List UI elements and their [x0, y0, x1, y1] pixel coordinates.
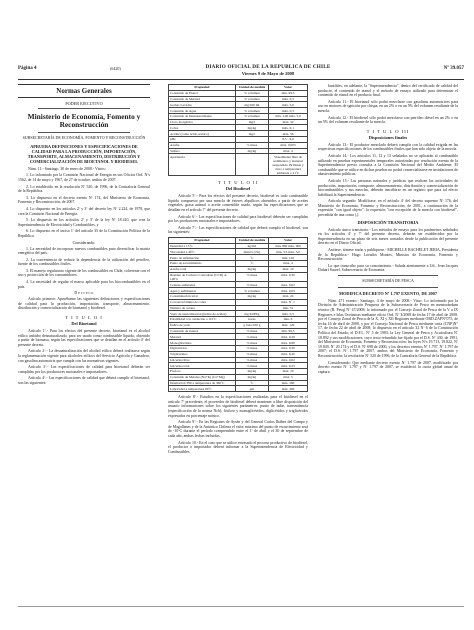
table-cell: Diglicéridos [169, 345, 236, 351]
table-cell: kg/m3 [235, 243, 268, 249]
article-paragraph: Artículo 9º.- En las Regiones de Aysén y del General Carlos Ibáñez del Campo y de Magallanes y de la Antártica Chilena el valor máximo del punto de escurrimiento será de -10ºC durante el período comprendido entre el 1º de abril y el 30 de septiembre de cada año, ambas fechas incluidas. [168, 420, 308, 438]
ministry-title: Ministerio de Economía, Fomento y Reconstrucción [27, 112, 141, 129]
footer-divider [18, 606, 464, 607]
table-cell: Contenido de Agua [169, 108, 236, 114]
table-cell: Cloro inorgánico [169, 119, 236, 125]
visto-item: 1. Lo informado por la Comisión Nacional de Energía en sus Oficios Ord. Nºs 1562, de 14 de mayo y 1967, de 27 de octubre, ambos de 2007. [18, 173, 150, 182]
bioetanol-spec-table [168, 84, 308, 176]
table-cell: Contenido de Desnaturalizante [169, 113, 236, 119]
table-cell: % volumen [235, 113, 268, 119]
articles-list [318, 143, 458, 218]
header-divider [18, 79, 464, 80]
table-cell: mín. 6 [269, 317, 308, 323]
considerando-item: 3. El manejo regulatorio vigente de los combustibles en Chile, coherente con el uso y protección de los consumidores. [18, 268, 150, 278]
table-cell: Índice de yodo [169, 322, 236, 328]
table-cell: mg/kg [235, 293, 268, 299]
table-cell: máx. 360 [269, 380, 308, 386]
divider [38, 132, 130, 133]
visto-item: 2. Lo establecido en la resolución Nº 520, de 1996, de la Contraloría General de la República. [18, 184, 150, 194]
table-cell: Densidad a 15ºC [169, 243, 236, 249]
table-cell: Punto de inflamación [169, 255, 236, 261]
table-cell: máx. 24 [269, 293, 308, 299]
subsecretaria-title: SUBSECRETARÍA DE PESCA [362, 278, 414, 283]
decreto-label: D e c r e t o: [74, 291, 94, 296]
divider [338, 287, 438, 288]
table-cell: % volumen [235, 288, 268, 294]
articles-list [18, 329, 150, 386]
table-cell: mg/100 ml [235, 102, 268, 108]
table-cell: 6,5 - 9,0 [269, 137, 308, 143]
considerando-item: 4. La necesidad de regular el marco aplicable para los biocombustibles en el país. [18, 280, 150, 289]
column-header: Valor [269, 237, 308, 243]
biodiesel-spec-table [168, 237, 308, 392]
article-paragraph: Artículo 2º.- La desnaturalización del alcohol etílico deberá realizarse según la reglamentación vigente para alcoholes etílicos del Servicio Agrícola y Ganadero, con gasolina automotriz que cumpla con las normativas vigentes. [18, 349, 150, 363]
gazette-masthead [168, 64, 368, 76]
table-cell: pHe [169, 137, 236, 143]
table-cell: máx. 0,5 [269, 311, 308, 317]
article-paragraph: Artículo 1º.- Para los efectos del presente decreto, bioetanol es el alcohol etílico anhidro desnaturalizado, para ser usado como combustible líquido, obtenido a partir de biomasa, según las especificaciones que se detallan en el artículo 4º del presente decreto. [18, 329, 150, 347]
decree-title: APRUEBA DEFINICIONES Y ESPECIFICACIONES DE CALIDAD PARA LA PRODUCCIÓN, IMPORTACIÓN, TRANSPORTE, ALMACENAMIENTO, DISTRIBUCIÓN Y COMERCIALIZACIÓN DE BIOETANOL Y BIODIESEL [27, 143, 141, 164]
table-cell: mg/l [235, 131, 268, 137]
titulo-subheading: Disposiciones finales [368, 134, 408, 140]
table-cell: máx. 120 [269, 322, 308, 328]
table-cell: máx. 5,0 [269, 102, 308, 108]
table-row [169, 386, 308, 392]
titulo-subheading: Del Biodiesel [225, 186, 251, 192]
table-cell: máx. 0,20 [269, 334, 308, 340]
table-cell: Número de cetano [169, 305, 236, 311]
table-cell: mín. 99,5 [269, 90, 308, 96]
table-cell: Contenido de Etanol [169, 90, 236, 96]
table-cell: máx. 0,25 [269, 363, 308, 369]
table-cell: máx. 10 [269, 369, 308, 375]
table-cell: mín. 96,5 [269, 328, 308, 334]
table-cell: máx. 460 [269, 386, 308, 392]
table-cell: máx. 0,20 [269, 351, 308, 357]
table-cell: ºC [235, 380, 268, 386]
table-cell: Estabilidad a la oxidación a 110ºC [169, 317, 236, 323]
table-cell: % masa [235, 363, 268, 369]
table-cell: mg/kg [235, 148, 268, 154]
table-cell: mg/l [235, 119, 268, 125]
table-cell: Visualmente libre de sedimentos y material suspendido. Brillante y claro a temperatura ambiente o 21ºC [269, 154, 308, 176]
table-cell: Gomas Lavadas [169, 102, 236, 108]
table-cell: Punto de escurrimiento [169, 261, 236, 267]
article-paragraph: Artículo único transitorio.- Los métodos de ensayo para los parámetros señalados en los artículos 4º y 7º del presente decreto, deberán ser establecidos por la Superintendencia en un plazo de seis meses contados desde la publicación del presente decreto en el Diario Oficial. [318, 227, 458, 246]
table-cell: Acidez (como ácido acético) [169, 131, 236, 137]
table-cell: Viscosidad a 40ºC [169, 249, 236, 255]
table-cell [235, 154, 268, 176]
table-cell: Contenido de Metales (Na+K) (Ca+Mg) [169, 374, 236, 380]
table-cell: Cobre [169, 125, 236, 131]
visto-item: 3. Lo dispuesto en el decreto exento Nº 174, del Ministerio de Economía, Fomento y Reconstrucción, de 2007. [18, 195, 150, 205]
table-cell: Contaminación total [169, 293, 236, 299]
table-cell: horas [235, 317, 268, 323]
table-cell: ºC [235, 261, 268, 267]
article-paragraph: Artículo 13.- El productor mezclado deberá cumplir con la calidad exigida en las respectivas especificaciones de los combustibles fósiles que han sido objeto de la mezcla. [318, 142, 458, 152]
visto-item: 6. Lo dispuesto en el inciso 1º del artículo 35 de la Constitución Política de la República. [18, 229, 150, 238]
table-cell: % volumen [235, 90, 268, 96]
section-box-title: Normas Generales [18, 84, 150, 98]
considerando-label: Considerando: [72, 240, 96, 245]
table-cell: máx. 0,1 [269, 125, 308, 131]
table-cell: % masa [235, 334, 268, 340]
table-cell: mm2/s (cSt) [235, 249, 268, 255]
table-cell: máx. 0,02 [269, 282, 308, 288]
table-cell: g iodo/100 g [235, 322, 268, 328]
article-paragraph: Artículo 12.- El biodiesel sólo podrá mezclarse con petróleo diésel en un 2% o en un 5% del volumen resultante de la mezcla. [318, 115, 458, 125]
table-cell: % masa [235, 351, 268, 357]
titulo-heading: T I T U L O I [65, 315, 103, 321]
table-cell: máx. 4 [269, 261, 308, 267]
table-cell: máx. 0,80 [269, 340, 308, 346]
column-left [18, 84, 150, 604]
visto-item: 5. Lo dispuesto en los artículos 2º y 3º de la ley Nº 18.410, que crea la Superintendencia de Electricidad y Combustibles, y [18, 218, 150, 227]
divider [338, 275, 438, 276]
articles-list [318, 228, 458, 273]
article-paragraph: Artículo 5º.- Para los efectos del presente decreto, biodiesel es todo combustible líquido compuesto por una mezcla de ésteres alquílicos obtenidos a partir de aceites vegetales, grasa animal o aceite comestible usado, según las especificaciones que se detallan en el artículo 7º del presente decreto. [168, 194, 308, 212]
table-cell: ºC [235, 255, 268, 261]
table-cell: mg/kg [235, 374, 268, 380]
articles-list [168, 194, 308, 235]
table-cell: máx. 0,3 [269, 108, 308, 114]
table-cell: % masa [235, 142, 268, 148]
table-cell: Glicerina total [169, 363, 236, 369]
decree-intro: Núm. 11.- Santiago, 30 de enero de 2008.- Vistos: [28, 166, 106, 171]
issue-number: Nº 39.057 [443, 66, 464, 71]
table-cell: % masa [235, 328, 268, 334]
column-header: Propiedad [169, 237, 236, 243]
column-header: Unidad de medida [235, 85, 268, 91]
table-cell: % masa [235, 357, 268, 363]
table-cell: Sulfato [169, 148, 236, 154]
articles-list [168, 395, 308, 454]
table-cell: μm [235, 386, 268, 392]
table-cell: máx. 0,20 [269, 345, 308, 351]
considerando-item: 2. La conveniencia de reducir la dependencia de la utilización del petróleo, fuente de los combustibles fósiles. [18, 257, 150, 267]
table-cell: máx. 10 [269, 266, 308, 272]
visto-item: 4. Lo dispuesto en los artículos 2º y 3º del decreto ley Nº 2.224, de 1978, que crea la Comisión Nacional de Energía. [18, 206, 150, 216]
considerando-item: 1. La necesidad de incorporar nuevos combustibles para diversificar la matriz energética del país. [18, 246, 150, 256]
articulo-primero: Artículo primero: Apruébanse las siguientes definiciones y especificaciones de calidad para la producción, importación, transporte, almacenamiento, distribución y comercialización de bioetanol y biodiesel. [18, 297, 150, 311]
table-cell: mín. 1,96 máx. 5,0 [269, 113, 308, 119]
titulo-subheading: Del Bioetanol [71, 321, 97, 327]
table-cell: Cenizas sulfatadas [169, 282, 236, 288]
transitory-title: DISPOSICIÓN TRANSITORIA [357, 219, 419, 225]
table-cell: Corrosión lámina de cobre [169, 299, 236, 305]
table-row [169, 272, 308, 282]
table-cell: Contenido de ésteres [169, 328, 236, 334]
article-paragraph: Anótese, tómese razón y publíquese.- MICHELLE BACHELET JERIA, Presidenta de la República.- Hugo Lavados Montes, Ministro de Economía, Fomento y Reconstrucción. [318, 248, 458, 262]
table-row [169, 154, 308, 176]
article-paragraph: Artículo 6º.- Las especificaciones de calidad para biodiesel deberán ser cumplidas por los productores nacionales e importadores. [168, 214, 308, 224]
page-header [18, 64, 464, 80]
page-number: Página 4 [18, 66, 37, 71]
table-cell: Azufre total [169, 266, 236, 272]
table-cell: mg/kg [235, 125, 268, 131]
column-header: Propiedad [169, 85, 236, 91]
table-cell: mg KOH/g [235, 311, 268, 317]
table-cell: Apariencia [169, 154, 236, 176]
column-middle [168, 84, 308, 604]
table-cell: % masa [235, 282, 268, 288]
table-cell: máx. Nº 1 [269, 299, 308, 305]
table-cell: Monoglicéridos [169, 340, 236, 346]
column-header: Valor [269, 85, 308, 91]
column-header: Unidad de medida [235, 237, 268, 243]
table-cell: mín. 3,5 máx. 5,0 [269, 249, 308, 255]
table-cell: máx. 0,30 [269, 272, 308, 282]
modification-title: MODIFICA DECRETO Nº 1.797 EXENTO, DE 2007 [339, 290, 437, 296]
date-code: (6420) [110, 66, 121, 71]
article-paragraph: Artículo segundo: Modifícase, en el artículo 4º del decreto supremo Nº 176, del Ministerio de Economía, Fomento y Reconstrucción, de 2001, a continuación de la expresión "con igual objeto", la expresión "con excepción de la mezcla con biodiesel", precedida de una coma (,). [318, 199, 458, 218]
article-paragraph: Artículo 10.- En el caso que se utilice envasado el proceso productivo de biodiesel, el productor o importador deberá informar a la Superintendencia de Electricidad y Combustibles. [168, 440, 308, 454]
article-paragraph: Artículo 11.- El bioetanol sólo podrá mezclarse con gasolinas automotrices para uso en motores de ignición por chispa, en un 2% o en un 5% del volumen resultante de la mezcla. [318, 99, 458, 113]
article-paragraph: bustibles, en adelante, la "Superintendencia", dentro del certificado de calidad del producto, el contenido de etanol y el método de ensayo utilizado para determinar el contenido de etanol en el producto final. [318, 84, 458, 98]
table-cell: % volumen [235, 108, 268, 114]
article-paragraph: Lo que transcribo para su conocimiento.- Saluda atentamente a Ud., Jean Jacques Duhart Saurel, Subsecretario de Economía. [318, 263, 458, 273]
table-cell: Valor de neutralización (índice de acidez) [169, 311, 236, 317]
article-paragraph: Artículo 7º.- Las especificaciones de calidad que deberá cumplir el biodiesel, son las siguientes: [168, 225, 308, 235]
table-cell: máx. 0,003 [269, 142, 308, 148]
power-section: PODER EJECUTIVO [65, 101, 103, 106]
column-right [318, 84, 458, 604]
table-cell: % masa [235, 340, 268, 346]
table-cell: máx. 0,05 [269, 288, 308, 294]
article-paragraph: Núm. 471 exento.- Santiago, 4 de mayo de 2008.- Visto: Lo informado por la División de Administración Pesquera de la Subsecretaría de Pesca en memorándum técnico (R. Pesq) Nº 47/2008; lo informado por el Consejo Zonal de Pesca de la V a IX Regiones e Islas Oceánicas mediante oficio Ord. Nº 3/2008 de fecha 17 de abril de 2008, por el Consejo Zonal de Pesca de la X, XI y XII Regiones mediante ORD.ZAPN°075, de fecha 16 de abril de 2008, y por el Consejo Nacional de Pesca mediante carta (CNP)N° 17, de fecha 22 de abril de 2008; lo dispuesto en el artículo 32 Nº 6 de la Constitución Política del Estado; el D.F.L. Nº 5 de 1983; la Ley General de Pesca y Acuicultura Nº 18.892 y sus modificaciones, cuyo texto refundido fue fijado por el D.S. Nº 430, de 1991, del Ministerio de Economía, Fomento y Reconstrucción; las leyes Nºs 19.713, 19.822, Nº 19.849, Nº 20.174 y el D.S. Nº 698 de 2000, y los decretos exentos Nº 1.797, Nº 1.797 de 2007; el D.S. Nº 1.797 de 2007, ambos del Ministerio de Economía, Fomento y Reconstrucción; la resolución Nº 520 de 1996, de la Contraloría General de la República. [318, 298, 458, 358]
article-paragraph: Artículo 3º.- Las especificaciones de calidad para bioetanol deberán ser cumplidas por los productores nacionales e importadores. [18, 365, 150, 374]
table-cell: Glicerina libre [169, 357, 236, 363]
divider [38, 108, 130, 109]
gazette-title: DIARIO OFICIAL DE LA REPUBLICA DE CHILE [205, 64, 331, 70]
table-cell: Destilación T90 a temperatura de 360ºC [169, 380, 236, 386]
articles-list [318, 299, 458, 375]
table-cell: mín. 51 [269, 305, 308, 311]
titulo-heading: T I T U L O II [217, 180, 259, 186]
table-cell: Metanol [169, 334, 236, 340]
subsecretaria-title: SUBSECRETARÍA DE ECONOMÍA, FOMENTO Y RECONSTRUCCIÓN [22, 135, 146, 140]
table-cell: Azufre [169, 142, 236, 148]
table-cell: mg/kg [235, 369, 268, 375]
table-cell: Fósforo [169, 369, 236, 375]
articles-list [318, 84, 458, 125]
table-cell: Triglicéridos [169, 351, 236, 357]
gazette-date: Viernes 9 de Mayo de 2008 [241, 71, 295, 76]
table-cell: Contenido de Metanol [169, 96, 236, 102]
table-cell: máx. 0,5 [269, 96, 308, 102]
considerando-list [18, 247, 150, 290]
table-cell: Residuo de Carbono Conradson (CCR) al 100% [169, 272, 236, 282]
vistos-list [18, 173, 150, 238]
article-paragraph: Artículo 4º.- Las especificaciones de calidad que deberá cumplir el bioetanol, son las siguientes: [18, 376, 150, 385]
table-cell: máx. 56 [269, 131, 308, 137]
table-cell: máx. 5 [269, 374, 308, 380]
table-cell: máx. 4 [269, 148, 308, 154]
article-paragraph: Artículo 15.- Las personas naturales y jurídicas que realicen las actividades de producción, importación, transporte, almacenamiento, distribución y comercialización de biocombustibles y sus mezclas, deberán inscribirse en un registro que para tal efecto habilitará la Superintendencia. [318, 178, 458, 197]
table-cell: máx. 0,02 [269, 357, 308, 363]
table-cell: mín. 860 máx. 900 [269, 243, 308, 249]
table-cell: mín. 120 [269, 255, 308, 261]
table-cell: máx. 32 [269, 119, 308, 125]
table-cell: mg/kg [235, 266, 268, 272]
table-cell: % volumen [235, 96, 268, 102]
table-cell: Lubricidad a temperatura 60ºC [169, 386, 236, 392]
table-cell: % masa [235, 345, 268, 351]
article-paragraph: Artículo 8º.- Estudios en la especificaciones realizadas para el biodiesel en el artículo 7º precedente, el proveedor de biodiesel deberá mantener a libre disposición del usuario informaciones sobre los siguientes parámetros: punto de nube, transmitancia (especificación de la norma Nch), fósforo y monoglicéridos, diglicéridos y triglicéridos expresados en porcentaje másico. [168, 395, 308, 418]
article-paragraph: Artículo 14.- Los artículos 11, 12 y 13 señalados no se aplicarán al combustible utilizado en pruebas experimentales temporales autorizadas por resolución exenta de la Superintendencia previo consulta a la Comisión Nacional del Medio Ambiente. El combustible que se utilice en dichas pruebas no podrá comercializarse en instalaciones de abastecimiento públicas. [318, 153, 458, 177]
table-cell: Agua y sedimentos [169, 288, 236, 294]
titulo-heading: T I T U L O III [366, 128, 410, 134]
article-paragraph: Considerando: Que mediante decreto exento Nº 1.797 de 2007, modificado por decreto exento Nº 1.797 y Nº 1.797 de 2007, se estableció la cuota global anual de captura. [318, 360, 458, 374]
table-cell: % masa [235, 272, 268, 282]
